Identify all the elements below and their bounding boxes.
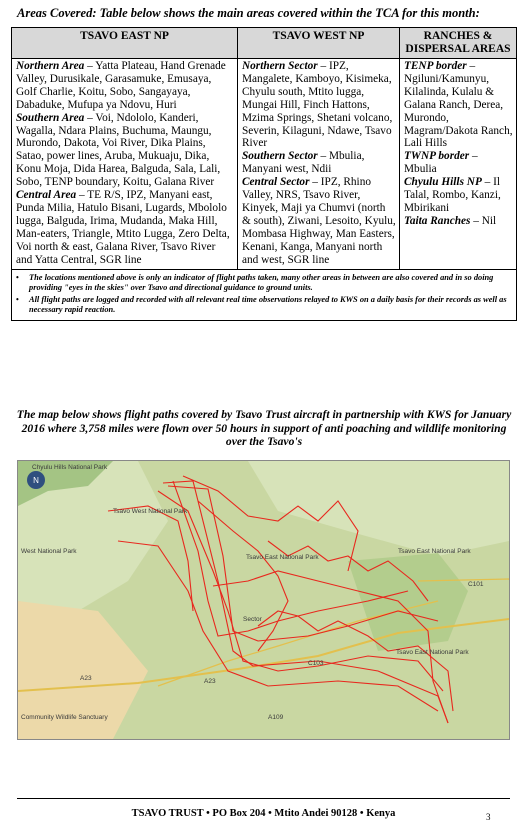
bullet-icon: • — [16, 272, 19, 282]
header-tsavo-west: TSAVO WEST NP — [238, 28, 400, 59]
ranch-text: – Il Talal, Rombo, Kanzi, Mbirikani — [404, 176, 501, 214]
map-caption: The map below shows flight paths covered by Tsavo Trust aircraft in partnership with KWS for January 2016 where 3,758 miles were flown over 50 hours in support of anti poaching and wildlife monitoring over the Tsavo's — [16, 408, 512, 448]
areas-table — [11, 27, 517, 321]
ranch-heading: Chyulu Hills NP — [404, 176, 482, 189]
east-area-text: – Yatta Plateau, Hand Grenade Valley, Durusikale, Garasamuke, Emusaya, Golf Charlie, Koitu, Sobo, Sangayaya, Dabaduke, Mufupa ya Ndovu, Huri — [16, 60, 226, 111]
east-area-heading: Central Area — [16, 189, 77, 202]
header-tsavo-east: TSAVO EAST NP — [12, 28, 238, 59]
east-area-text: – TE R/S, IPZ, Manyani east, Punda Milia, Hatulo Bisani, Lugards, Mbololo lugga, Balguda, Irima, Mudanda, Maka Hill, Man-eaters, Triangle, Mtito Lugga, Zero Delta, Voi north & east, Galana River, Tsavo River and Yatta Central, SGR line — [16, 189, 230, 266]
flight-path-map — [17, 460, 510, 740]
east-area-text: – Voi, Ndololo, Kanderi, Wagalla, Ndara Plains, Buchuma, Maungu, Murondo, Dakota, Voi River, Dika Plains, Satao, power lines, Aruba, Mukuaju, Dika, Konu Moja, Dida Harea, Balguda, Sala, Lali, Sobo, TENP boundary, Koitu, Galana River — [16, 111, 221, 189]
ranch-text: – Ngiluni/Kamunyu, Kilalinda, Kulalu & Galana Ranch, Derea, Murondo, Magram/Dakota Ranch, Lali Hills — [404, 60, 513, 150]
footer-address: TSAVO TRUST • PO Box 204 • Mtito Andei 90128 • Kenya — [131, 808, 396, 819]
ranches-cell — [400, 59, 517, 270]
west-sector-heading: Central Sector — [242, 176, 310, 189]
ranch-heading: TENP border — [404, 60, 467, 72]
table-row — [12, 59, 517, 270]
footer-divider — [17, 798, 510, 799]
map-label-road-a23: A23 — [80, 675, 92, 682]
tsavo-west-cell — [238, 59, 400, 270]
intro-label: Areas Covered: — [17, 6, 97, 20]
bullet-icon: • — [16, 294, 19, 304]
note-item — [16, 273, 513, 293]
map-label-tsavo-east-right: Tsavo East National Park — [396, 649, 469, 656]
west-sector-text: – IPZ, Mangalete, Kamboyo, Kisimeka, Chyulu south, Mtito lugga, Mungai Hill, Finch Hattons, Mzima Springs, Shetani volcano, Severin, Kilaguni, Ndawe, Tsavo River — [242, 60, 393, 150]
ranch-heading: Taita Ranches — [404, 214, 471, 227]
table-notes-row — [12, 269, 517, 321]
map-label-tsavo-west-top: Tsavo West National Park — [113, 508, 188, 515]
map-label-tsavo-east-top: Tsavo East National Park — [398, 548, 471, 555]
west-sector-text: – IPZ, Rhino Valley, NRS, Tsavo River, Kinyek, Maji ya Chumvi (north & south), Ziwani, Lesoito, Kyulu, Mombasa Highway, Man Easters, Kenani, Kanga, Manyani north and west, SGR line — [242, 176, 396, 266]
table-header-row — [12, 28, 517, 59]
map-label-road-a23b: A23 — [204, 678, 216, 685]
east-area-heading: Northern Area — [16, 60, 85, 72]
map-label-road-c101: C101 — [468, 581, 484, 588]
map-label-road-a109: A109 — [268, 714, 284, 721]
note-text: The locations mentioned above is only an indicator of flight paths taken, many other areas in between are also covered and in so doing providing "eyes in the skies" over Tsavo and directional guidance to ground units. — [29, 272, 494, 292]
north-arrow — [27, 471, 45, 489]
map-label-sector: Sector — [243, 616, 262, 623]
map-label-community-sanctuary: Community Wildlife Sanctuary — [21, 714, 108, 721]
west-sector-heading: Northern Sector — [242, 60, 318, 72]
intro-text: Table below shows the main areas covered within the TCA for this month: — [96, 6, 480, 20]
east-area-heading: Southern Area — [16, 111, 85, 124]
header-ranches: RANCHES & DISPERSAL AREAS — [400, 28, 517, 59]
ranch-text: – Nil — [470, 214, 497, 227]
notes-cell — [12, 269, 517, 321]
map-label-road-c103: C103 — [308, 660, 324, 667]
west-sector-text: – Mbulia, Manyani west, Ndii — [242, 150, 365, 176]
north-arrow-label: N — [33, 476, 39, 485]
page-number: 3 — [486, 812, 491, 822]
areas-covered-intro — [17, 6, 517, 21]
ranch-heading: TWNP border — [404, 150, 470, 163]
map-label-tsavo-east-center: Tsavo East National Park — [246, 554, 319, 561]
note-text: All flight paths are logged and recorded with all relevant real time observations relayed to KWS on a daily basis for their records as well as necessary rapid reaction. — [29, 294, 507, 315]
tsavo-east-cell — [12, 59, 238, 270]
west-sector-heading: Southern Sector — [242, 150, 318, 163]
note-item — [16, 295, 513, 315]
ranch-text: – Mbulia — [404, 150, 478, 176]
map-svg — [18, 461, 509, 739]
map-label-chyulu: Chyulu Hills National Park — [32, 464, 108, 471]
map-label-tsavo-west-left: West National Park — [21, 548, 77, 555]
